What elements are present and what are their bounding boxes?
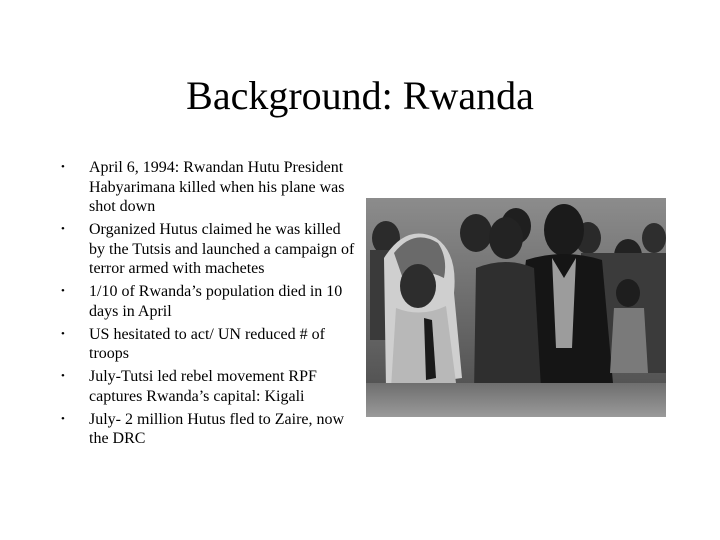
slide-title: Background: Rwanda (186, 73, 534, 118)
bullet-dot-icon: • (61, 370, 65, 382)
bullet-item (60, 410, 355, 449)
bullet-text: April 6, 1994: Rwandan Hutu President Habyarimana killed when his plane was shot down (89, 159, 345, 215)
refugees-photo-image (366, 198, 666, 417)
bullet-item (60, 158, 355, 217)
bullet-dot-icon: • (61, 223, 65, 235)
bullet-text: 1/10 of Rwanda’s population died in 10 days in April (89, 283, 343, 320)
bullet-dot-icon: • (61, 285, 65, 297)
bullet-dot-icon: • (61, 161, 65, 173)
bullet-text: Organized Hutus claimed he was killed by the Tutsis and launched a campaign of terror armed with machetes (89, 221, 355, 277)
bullet-text: July- 2 million Hutus fled to Zaire, now the DRC (89, 410, 345, 447)
refugees-photo (366, 198, 666, 417)
bullet-item (60, 367, 355, 406)
bullet-text: US hesitated to act/ UN reduced # of troops (89, 325, 325, 362)
bullet-text: July-Tutsi led rebel movement RPF captures Rwanda’s capital: Kigali (89, 368, 317, 405)
bullet-item (60, 282, 355, 321)
bullet-list (60, 158, 355, 452)
bullet-dot-icon: • (61, 412, 65, 425)
bullet-item (60, 325, 355, 364)
bullet-dot-icon: • (61, 327, 65, 340)
bullet-item (60, 220, 355, 279)
